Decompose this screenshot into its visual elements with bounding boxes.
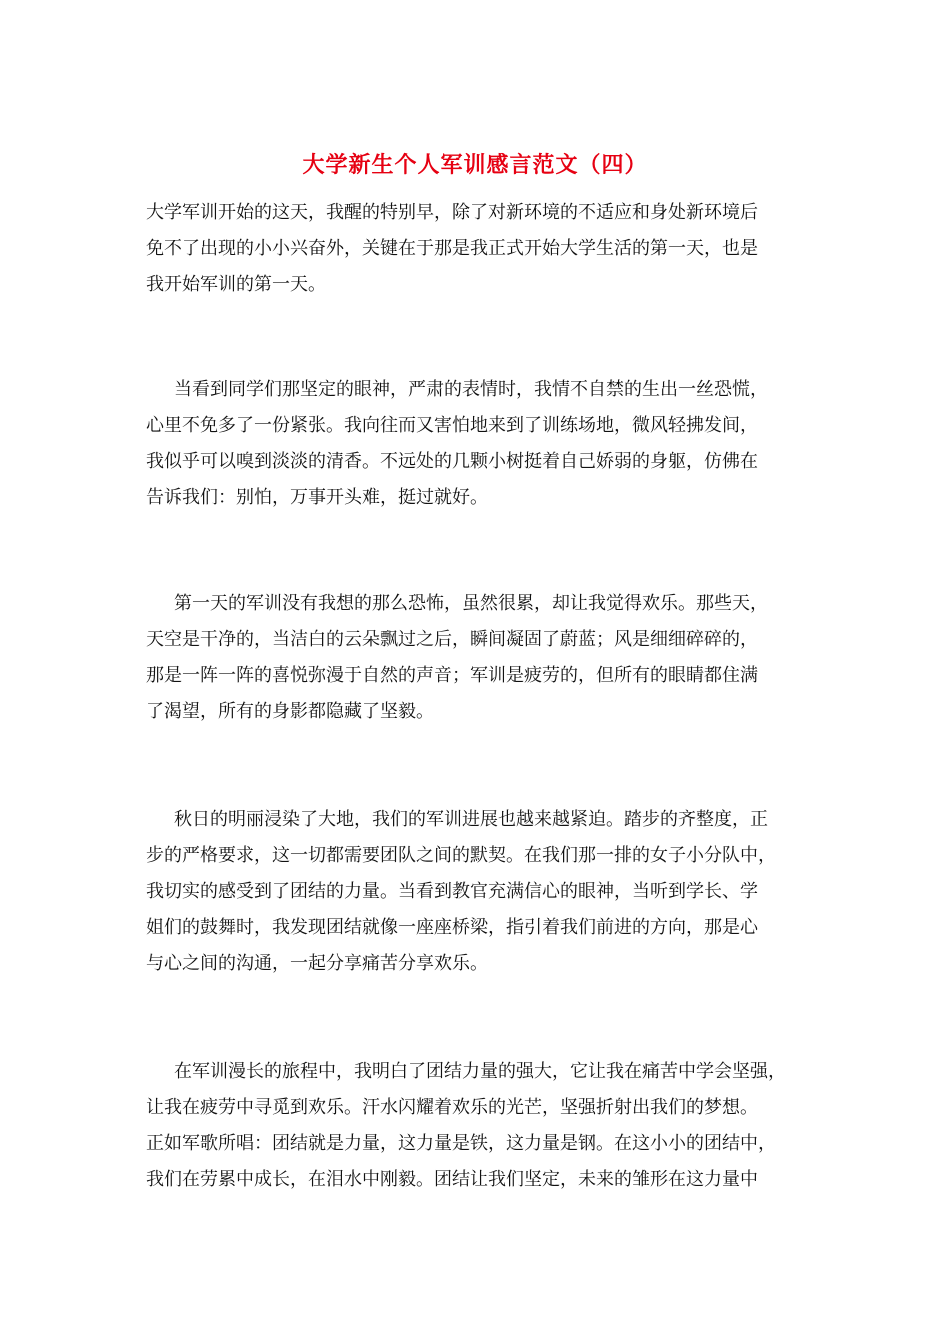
paragraph-line: 我开始军训的第一天。: [146, 274, 326, 295]
paragraph-3: [146, 586, 826, 730]
paragraph-line: 正如军歌所唱：团结就是力量，这力量是铁，这力量是钢。在这小小的团结中，: [146, 1133, 776, 1154]
paragraph-2: [146, 372, 826, 516]
paragraph-line: 让我在疲劳中寻觅到欢乐。汗水闪耀着欢乐的光芒，坚强折射出我们的梦想。: [146, 1097, 758, 1118]
paragraph-line: 我们在劳累中成长，在泪水中刚毅。团结让我们坚定，未来的雏形在这力量中: [146, 1169, 758, 1190]
paragraph-line: 秋日的明丽浸染了大地，我们的军训进展也越来越紧迫。踏步的齐整度，正: [174, 809, 768, 830]
paragraph-line: 心里不免多了一份紧张。我向往而又害怕地来到了训练场地，微风轻拂发间，: [146, 415, 758, 436]
paragraph-1: [146, 195, 826, 303]
paragraph-5: [146, 1054, 826, 1198]
paragraph-line: 在军训漫长的旅程中，我明白了团结力量的强大，它让我在痛苦中学会坚强，: [174, 1061, 786, 1082]
paragraph-line: 那是一阵一阵的喜悦弥漫于自然的声音；军训是疲劳的，但所有的眼睛都住满: [146, 665, 758, 686]
paragraph-line: 步的严格要求，这一切都需要团队之间的默契。在我们那一排的女子小分队中，: [146, 845, 776, 866]
paragraph-line: 第一天的军训没有我想的那么恐怖，虽然很累，却让我觉得欢乐。那些天，: [174, 593, 768, 614]
paragraph-line: 姐们的鼓舞时，我发现团结就像一座座桥梁，指引着我们前进的方向，那是心: [146, 917, 758, 938]
document-title: 大学新生个人军训感言范文（四）: [302, 152, 648, 178]
paragraph-line: 了渴望，所有的身影都隐藏了坚毅。: [146, 701, 434, 722]
paragraph-line: 当看到同学们那坚定的眼神，严肃的表情时，我情不自禁的生出一丝恐慌，: [174, 379, 768, 400]
paragraph-line: 我似乎可以嗅到淡淡的清香。不远处的几颗小树挺着自己娇弱的身躯，仿佛在: [146, 451, 758, 472]
paragraph-line: 天空是干净的，当洁白的云朵飘过之后，瞬间凝固了蔚蓝；风是细细碎碎的，: [146, 629, 758, 650]
paragraph-line: 免不了出现的小小兴奋外，关键在于那是我正式开始大学生活的第一天，也是: [146, 238, 758, 259]
paragraph-line: 我切实的感受到了团结的力量。当看到教官充满信心的眼神，当听到学长、学: [146, 881, 758, 902]
paragraph-line: 告诉我们：别怕，万事开头难，挺过就好。: [146, 487, 488, 508]
paragraph-4: [146, 802, 826, 982]
paragraph-line: 大学军训开始的这天，我醒的特别早，除了对新环境的不适应和身处新环境后: [146, 202, 758, 223]
paragraph-line: 与心之间的沟通，一起分享痛苦分享欢乐。: [146, 953, 488, 974]
